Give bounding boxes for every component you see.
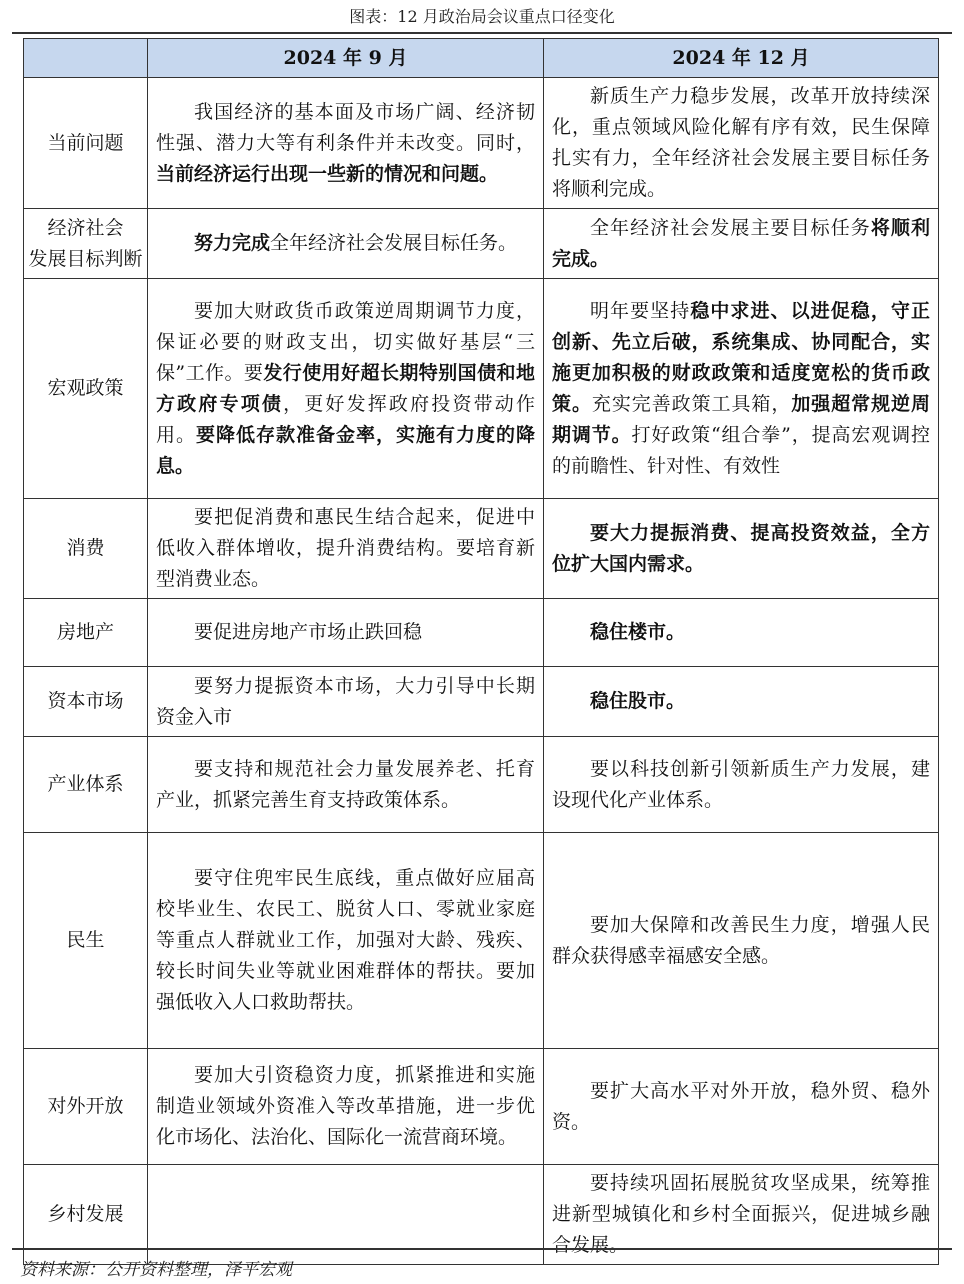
cell-sep-2024 [148,737,544,833]
cell-dec-2024 [544,833,939,1049]
cell-text: 要支持和规范社会力量发展养老、托育产业，抓紧完善生育支持政策体系。 [156,757,535,811]
cell-text: 全年经济社会发展主要目标任务 [590,216,871,239]
cell-sep-2024 [148,209,544,279]
bold-text: 努力完成 [194,232,271,254]
cell-sep-2024 [148,279,544,499]
cell-text: 全年经济社会发展目标任务。 [270,232,518,254]
table-row [24,279,939,499]
cell-dec-2024 [544,499,939,599]
cell-text: 要持续巩固拓展脱贫攻坚成果，统筹推进新型城镇化和乡村全面振兴，促进城乡融合发展。 [552,1172,930,1256]
cell-text: 新质生产力稳步发展，改革开放持续深化，重点领域风险化解有序有效，民生保障扎实有力，全年经济社会发展主要目标任务将顺利完成。 [552,85,930,200]
cell-dec-2024 [544,209,939,279]
cell-text: 要以科技创新引领新质生产力发展，建设现代化产业体系。 [552,757,930,811]
row-label: 民生 [24,833,148,1049]
cell-sep-2024 [148,599,544,667]
cell-sep-2024 [148,1049,544,1165]
header-dec: 2024 年 12 月 [544,39,939,78]
cell-text: 要促进房地产市场止跌回稳 [194,621,423,643]
cell-sep-2024 [148,78,544,209]
cell-text: 要扩大高水平对外开放，稳外贸、稳外资。 [552,1079,930,1133]
bottom-rule [12,1248,952,1250]
comparison-table [23,38,939,1265]
cell-sep-2024 [148,667,544,737]
cell-text: 明年要坚持 [590,299,691,322]
bold-text: 加强超常规逆周期调节。 [552,392,930,446]
row-label: 当前问题 [24,78,148,209]
cell-text: 要守住兜牢民生底线，重点做好应届高校毕业生、农民工、脱贫人口、零就业家庭等重点人群就业工作，加强对大龄、残疾、较长时间失业等就业困难群体的帮扶。要加强低收入人口救助帮扶。 [156,867,535,1013]
source-note: 资料来源：公开资料整理，泽平宏观 [20,1260,292,1280]
cell-dec-2024 [544,279,939,499]
cell-text: 充实完善政策工具箱， [591,392,792,415]
cell-sep-2024 [148,499,544,599]
cell-text: 打好政策“组合拳”，提高宏观调控的前瞻性、针对性、有效性 [552,423,930,477]
table-row [24,78,939,209]
cell-text: 要努力提振资本市场，大力引导中长期资金入市 [156,674,535,728]
table-title: 图表：12 月政治局会议重点口径变化 [349,7,615,26]
row-label: 经济社会 发展目标判断 [24,209,148,279]
bold-text: 稳住股市。 [590,690,686,712]
cell-text: 我国经济的基本面及市场广阔、经济韧性强、潜力大等有利条件并未改变。同时， [156,100,535,154]
row-label: 资本市场 [24,667,148,737]
cell-dec-2024 [544,1049,939,1165]
row-label: 产业体系 [24,737,148,833]
cell-sep-2024 [148,833,544,1049]
top-rule [12,32,952,34]
table-row [24,737,939,833]
header-blank [24,39,148,78]
bold-text: 稳中求进、以进促稳，守正创新、先立后破，系统集成、协同配合，实施更加积极的财政政策和适度宽松的货币政策。 [552,299,930,415]
cell-dec-2024 [544,667,939,737]
table-row [24,499,939,599]
bold-text: 稳住楼市。 [590,621,686,643]
table-row [24,1049,939,1165]
cell-dec-2024 [544,599,939,667]
row-label: 房地产 [24,599,148,667]
cell-text: 要加大财政货币政策逆周期调节力度，保证必要的财政支出，切实做好基层“三保”工作。要 [156,299,535,384]
bold-text: 当前经济运行出现一些新的情况和问题。 [156,162,499,185]
bold-text: 发行使用好超长期特别国债和地方政府专项债 [156,361,535,415]
cell-dec-2024 [544,737,939,833]
header-sep: 2024 年 9 月 [148,39,544,78]
cell-dec-2024 [544,78,939,209]
cell-text: 要加大引资稳资力度，抓紧推进和实施制造业领域外资准入等改革措施，进一步优化市场化、法治化、国际化一流营商环境。 [156,1064,535,1148]
cell-text: 要把促消费和惠民生结合起来，促进中低收入群体增收，提升消费结构。要培育新型消费业态。 [156,506,535,590]
row-label: 对外开放 [24,1049,148,1165]
table-row [24,833,939,1049]
table-row [24,667,939,737]
row-label: 宏观政策 [24,279,148,499]
bold-text: 要大力提振消费、提高投资效益，全方位扩大国内需求。 [552,521,930,575]
bold-text: 将顺利完成。 [552,216,930,270]
row-label: 乡村发展 [24,1165,148,1265]
header-row [24,39,939,78]
cell-text: ，更好发挥政府投资带动作用。 [156,392,535,446]
table-row [24,209,939,279]
bold-text: 要降低存款准备金率，实施有力度的降息。 [156,423,535,477]
row-label: 消费 [24,499,148,599]
cell-text: 要加大保障和改善民生力度，增强人民群众获得感幸福感安全感。 [552,913,930,967]
table-row [24,599,939,667]
